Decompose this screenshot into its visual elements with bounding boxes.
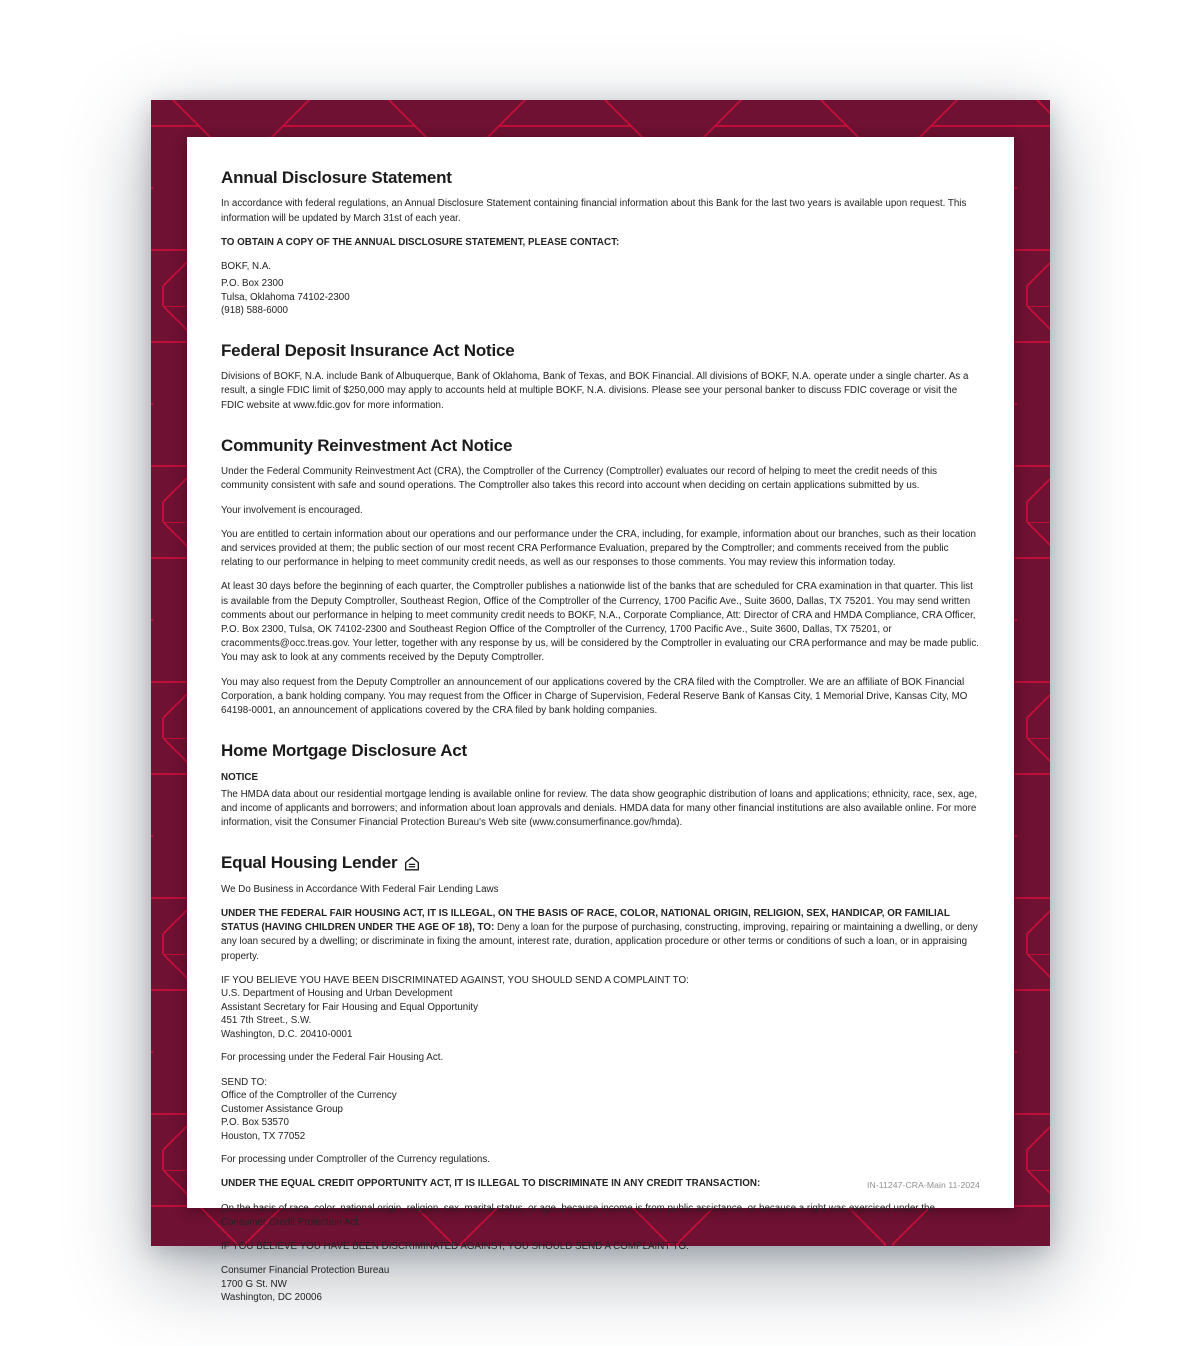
section-cra-notice (221, 436, 980, 718)
paragraph: IF YOU BELIEVE YOU HAVE BEEN DISCRIMINATED AGAINST, YOU SHOULD SEND A COMPLAINT TO: (221, 1240, 689, 1252)
address-line: 451 7th Street., S.W. (221, 1015, 312, 1027)
paragraph: Divisions of BOKF, N.A. include Bank of Albuquerque, Bank of Oklahoma, Bank of Texas, and BOK Financial. All divisions of BOKF, N.A. operate under a single charter. As a result, a single FDIC limit of $250,000 may apply to accounts held at multiple BOKF, N.A. divisions. Please see your personal banker to discuss FDIC coverage or visit the FDIC website at www.fdic.gov for more information. (221, 371, 969, 411)
bold-label: TO OBTAIN A COPY OF THE ANNUAL DISCLOSURE STATEMENT, PLEASE CONTACT: (221, 236, 620, 248)
address-block (221, 1264, 980, 1305)
paragraph: UNDER THE FEDERAL FAIR HOUSING ACT, IT IS ILLEGAL, ON THE BASIS OF RACE, COLOR, NATIONAL ORIGIN, RELIGION, SEX, HANDICAP, OR FAMILIAL STATUS (HAVING CHILDREN UNDER THE AGE OF 18), TO: Deny a loan for the purpose of purchasing, constructing, improving, repairing or maintaining a dwelling, or deny any loan secured by a dwelling; or discriminate in fixing the amount, interest rate, duration, application procedure or other terms or conditions of such a loan, or in appraising property. (221, 907, 978, 962)
section-heading-annual-disclosure-statement: Annual Disclosure Statement (221, 168, 452, 187)
section-heading-hmda: Home Mortgage Disclosure Act (221, 741, 467, 761)
paragraph: BOKF, N.A. (221, 261, 272, 272)
section-heading-cra-notice: Community Reinvestment Act Notice (221, 435, 513, 455)
paragraph: For processing under Comptroller of the Currency regulations. (221, 1154, 490, 1166)
paragraph-bold-lead: UNDER THE FEDERAL FAIR HOUSING ACT, IT IS ILLEGAL, ON THE BASIS OF RACE, COLOR, NATIONAL ORIGIN, RELIGION, SEX, HANDICAP, OR FAMILIAL STATUS (HAVING CHILDREN UNDER THE AGE OF 18), TO: (221, 907, 950, 934)
document-page (187, 137, 1014, 1304)
address-line: SEND TO: (221, 1076, 267, 1088)
paragraph: At least 30 days before the beginning of each quarter, the Comptroller publishes a nationwide list of the banks that are scheduled for CRA examination in that quarter. This list is available from the Deputy Comptroller, Southeast Region, Office of the Comptroller of the Currency, 1700 Pacific Ave., Suite 3600, Dallas, TX 75201. You may send written comments about our performance in helping to meet community credit needs to BOKF, N.A., Corporate Compliance, Att: Director of CRA and HMDA Compliance, CRA Officer, P.O. Box 2300, Tulsa, OK 74102-2300 and Southeast Region Office of the Comptroller of the Currency, 1700 Pacific Ave., Suite 3600, Dallas, TX 75201, or cracomments@occ.treas.gov. Your letter, together with any response by us, will be considered by the Comptroller in evaluating our CRA performance and may be made public. You may ask to look at any comments received by the Deputy Comptroller. (221, 581, 979, 664)
address-line: Office of the Comptroller of the Currency (221, 1090, 397, 1102)
section-hmda (221, 741, 980, 830)
section-annual-disclosure-statement (221, 168, 980, 318)
address-block (221, 1076, 980, 1144)
paragraph: In accordance with federal regulations, an Annual Disclosure Statement containing financial information about this Bank for the last two years is available upon request. This information will be updated by March 31st of each year. (221, 198, 967, 224)
equal-housing-icon (404, 856, 420, 871)
paragraph: We Do Business in Accordance With Federal Fair Lending Laws (221, 883, 499, 895)
section-equal-housing-lender (221, 853, 980, 1304)
address-line: 1700 G St. NW (221, 1278, 287, 1290)
address-line: Customer Assistance Group (221, 1103, 343, 1115)
address-line: (918) 588-6000 (221, 305, 288, 317)
paragraph: You are entitled to certain information about our operations and our performance under the CRA, including, for example, information about our branches, such as their location and services provided at them; the public section of our most recent CRA Performance Evaluation, prepared by the Comptroller; and comments received from the public relating to our performance in helping to meet community credit needs, as well as our responses to those comments. You may review this information today. (221, 528, 976, 569)
section-heading-equal-housing-lender: Equal Housing Lender (221, 853, 980, 873)
bold-label: NOTICE (221, 771, 259, 783)
paragraph: You may also request from the Deputy Comptroller an announcement of our applications covered by the CRA filed with the Comptroller. We are an affiliate of BOK Financial Corporation, a bank holding company. You may request from the Officer in Charge of Supervision, Federal Reserve Bank of Kansas City, 1 Memorial Drive, Kansas City, MO 64198-0001, an announcement of applications covered by the CRA filed by bank holding companies. (221, 676, 968, 716)
address-line: Consumer Financial Protection Bureau (221, 1265, 390, 1277)
address-line: Tulsa, Oklahoma 74102-2300 (221, 291, 350, 303)
address-line: Washington, D.C. 20410-0001 (221, 1028, 353, 1040)
address-line: P.O. Box 2300 (221, 278, 284, 290)
section-heading-fdic-notice: Federal Deposit Insurance Act Notice (221, 340, 515, 360)
address-block (221, 277, 980, 318)
form-number: IN-11247-CRA-Main 11-2024 (867, 1180, 980, 1190)
paragraph: On the basis of race, color, national origin, religion, sex, marital status, or age, because income is from public assistance, or because a right was exercised under the Consumer Credit Protection Act. (221, 1202, 935, 1228)
bold-label: UNDER THE EQUAL CREDIT OPPORTUNITY ACT, IT IS ILLEGAL TO DISCRIMINATE IN ANY CREDIT TRANSACTION: (221, 1178, 761, 1190)
section-fdic-notice (221, 341, 980, 413)
paragraph: Under the Federal Community Reinvestment Act (CRA), the Comptroller of the Currency (Comptroller) evaluates our record of helping to meet the credit needs of this community consistent with safe and sound operations. The Comptroller also takes this record into account when deciding on certain applications submitted by us. (221, 466, 938, 492)
address-line: P.O. Box 53570 (221, 1117, 289, 1129)
address-line: Houston, TX 77052 (221, 1130, 306, 1142)
address-line: IF YOU BELIEVE YOU HAVE BEEN DISCRIMINATED AGAINST, YOU SHOULD SEND A COMPLAINT TO: (221, 974, 689, 986)
document-content (187, 137, 1014, 1304)
address-line: Washington, DC 20006 (221, 1292, 322, 1304)
address-line: U.S. Department of Housing and Urban Development (221, 988, 453, 1000)
paragraph: Your involvement is encouraged. (221, 504, 363, 516)
paragraph: For processing under the Federal Fair Housing Act. (221, 1052, 444, 1064)
paragraph: The HMDA data about our residential mortgage lending is available online for review. The data show geographic distribution of loans and applications; ethnicity, race, sex, age, and income of applicants and borrowers; and information about loan approvals and denials. HMDA data for many other financial institutions are also available online. For more information, visit the Consumer Financial Protection Bureau's Web site (www.consumerfinance.gov/hmda). (221, 788, 978, 829)
address-block (221, 974, 980, 1042)
address-line: Assistant Secretary for Fair Housing and Equal Opportunity (221, 1001, 479, 1013)
brand-border-card (151, 100, 1050, 1304)
